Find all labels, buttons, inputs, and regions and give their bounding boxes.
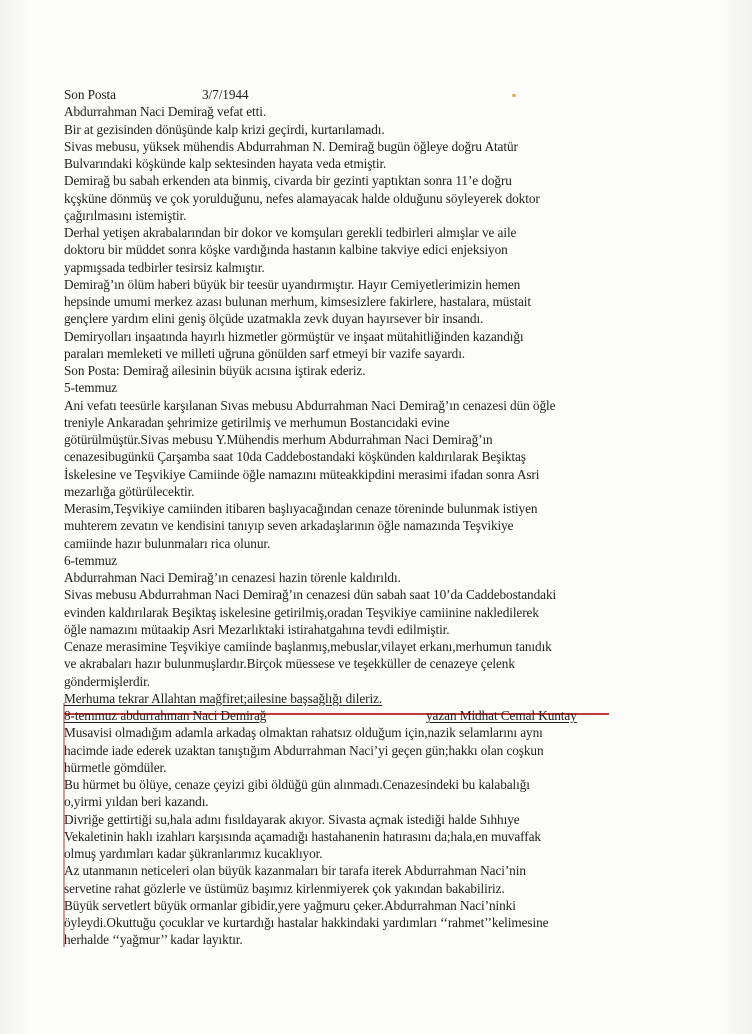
text-line: ve akrabaları hazır bulunmuşlardır.Birçok müessese ve teşekküller de cenazeye çelenk: [64, 656, 515, 672]
section-heading-5-temmuz: 5-temmuz: [64, 380, 118, 396]
section-5-temmuz: [64, 397, 704, 552]
text-line: Abdurrahman Naci Demirağ’ın cenazesi hazin törenle kaldırıldı.: [64, 570, 401, 585]
text-line: Abdurrahman Naci Demirağ vefat etti.: [64, 104, 267, 120]
text-line: cenazesibugünkü Çarşamba saat 10da Caddebostandaki köşkünden kaldırılarak Beşiktaş: [64, 449, 526, 465]
article-author: yazan Midhat Cemal Kuntay: [426, 708, 577, 723]
article-header: [64, 707, 704, 724]
section-heading-6-temmuz: 6-temmuz: [64, 552, 118, 568]
text-line: paraları memleketi ve milleti uğruna gönülden sarf etmeyi bir vazife sayardı.: [64, 345, 466, 361]
text-line: treniyle Ankaradan şehrimize getirilmiş ve merhumun Bostancıdaki evine: [64, 414, 450, 430]
section-6-temmuz: [64, 569, 704, 707]
text-line: herhalde ‘‘yağmur’’ kadar layıktır.: [64, 932, 243, 948]
text-line: Demiryolları inşaatında hayırlı hizmetler görmüştür ve inşaat mütahitliğinden kazandığı: [64, 328, 524, 344]
text-line: çağırılmasını istemiştir.: [64, 207, 187, 223]
text-line: Büyük servetlert büyük ormanlar gibidir,yere yağmuru çeker.Abdurrahman Naci’ninki: [64, 897, 516, 913]
text-line: Cenaze merasimine Teşvikiye camiinde başlanmış,mebuslar,vilayet erkanı,merhumun tanıdık: [64, 639, 552, 654]
text-line: öyleydi.Okuttuğu çocuklar ve kurtardığı hastalar hakkindaki yardımları ‘‘rahmet’’kelimesine: [64, 915, 549, 930]
text-line: doktoru bir müddet sonra köşke vardığında hastanın kalbine takviye edici enjeksiyon: [64, 242, 508, 258]
text-line: servetine rahat gözlerle ve üstümüz başımız kirlenmiyerek çok yakından bakabiliriz.: [64, 880, 505, 896]
text-line: öğle namazını mütaakip Asri Mezarlıktaki istirahatgahına tevdi edilmiştir.: [64, 621, 450, 637]
text-line: Divriğe gettirtiği su,hala adını fısıldayarak akıyor. Sivasta açmak istediği halde Sıhhıye: [64, 811, 520, 827]
text-line: Sivas mebusu, yüksek mühendis Abdurrahman N. Demirağ bugün öğleye doğru Atatür: [64, 138, 518, 154]
article-title: 8-temmuz abdurrahman Naci Demirağ: [64, 708, 267, 723]
text-line: mezarlığa götürülecektir.: [64, 483, 195, 499]
text-line: Son Posta: Demirağ ailesinin büyük acısına iştirak ederiz.: [64, 363, 366, 378]
closing-line-underlined: Merhuma tekrar Allahtan mağfiret;ailesine başsağlığı dileriz.: [64, 690, 383, 706]
text-line: o,yirmi yıldan beri kazandı.: [64, 794, 209, 810]
text-line: Musavisi olmadığım adamla arkadaş olmaktan rahatsız olduğum için,nazik selamlarını aynı: [64, 725, 543, 741]
text-line: götürülmüştür.Sivas mebusu Y.Mühendis merhum Abdurrahman Naci Demirağ’ın: [64, 432, 493, 447]
text-line: Merasim,Teşvikiye camiinden itibaren başlıyacağından cenaze töreninde bulunmak istiyen: [64, 501, 538, 516]
text-line: hürmetle gömdüler.: [64, 759, 167, 775]
text-line: muhterem zevatın ve kendisini tanıyıp seven arkadaşlarının öğle namazında Teşvikiye: [64, 518, 514, 534]
text-line: hepsinde umumi merkez azası bulunan merhum, kimsesizlere fakirlere, hastalara, müstait: [64, 294, 531, 309]
document-body: [64, 86, 704, 949]
text-line: kçşküne dönmüş ve çok yorulduğunu, nefes alamayacak halde olduğunu söyleyerek doktor: [64, 190, 540, 206]
text-line: Vekaletinin haklı izahları karşısında açamadığı hastahanenin hatırasını da;hala,en muvaffak: [64, 828, 541, 844]
text-line: Demirağ bu sabah erkenden ata binmiş, civarda bir gezinti yaptıktan sonra 11’e doğru: [64, 173, 512, 189]
text-line: Az utanmanın neticeleri olan büyük kazanmaları bir tarafa iterek Abdurrahman Naci’nin: [64, 863, 526, 879]
text-line: Ani vefatı teesürle karşılanan Sıvas mebusu Abdurrahman Naci Demirağ’ın cenazesi dün öğle: [64, 397, 556, 413]
text-line: Derhal yetişen akrabalarından bir dokor ve komşuları gerekli tedbirleri almışlar ve aile: [64, 225, 517, 240]
text-line: göndermişlerdir.: [64, 673, 150, 689]
text-line: olmuş yardımları kadar şükranlarımız kucaklıyor.: [64, 846, 323, 861]
text-line: evinden kaldırılarak Beşiktaş iskelesine getirilmiş,oradan Teşvikiye camiinine nakledilerek: [64, 604, 539, 620]
text-line: hacimde iade ederek uzaktan tanıştığım Abdurrahman Naci’yi geçen gün;hakkı olan coşkun: [64, 742, 544, 758]
text-line: yapmışsada tedbirler tesirsiz kalmıştır.: [64, 259, 265, 275]
text-line: İskelesine ve Teşvikiye Camiinde öğle namazını müteakkipdini merasimi ifadan sonra Asri: [64, 466, 540, 482]
section-3-7-1944: [64, 103, 704, 379]
text-line: Bu hürmet bu ölüye, cenaze çeyizi gibi öldüğü gün alınmadı.Cenazesindeki bu kalabalığı: [64, 777, 530, 792]
text-line: camiinde hazır bulunmaları rica olunur.: [64, 535, 271, 551]
text-line: Bir at gezisinden dönüşünde kalp krizi geçirdi, kurtarılamadı.: [64, 121, 385, 137]
text-line: Sivas mebusu Abdurrahman Naci Demirağ’ın cenazesi dün sabah saat 10’da Caddebostandaki: [64, 587, 557, 603]
text-line: gençlere yardım elini geniş ölçüde uzatmakla zevk duyan hayırsever bir insandı.: [64, 311, 484, 327]
section-8-temmuz-article: [64, 724, 704, 948]
newspaper-name: Son Posta: [64, 87, 116, 102]
issue-date: 3/7/1944: [202, 87, 249, 102]
text-line: Demirağ’ın ölüm haberi büyük bir teesür uyandırmıştır. Hayır Cemiyetlerimizin hemen: [64, 276, 521, 292]
document-header: [64, 86, 704, 103]
text-line: Bulvarındaki köşkünde kalp sektesinden hayata veda etmiştir.: [64, 156, 387, 171]
